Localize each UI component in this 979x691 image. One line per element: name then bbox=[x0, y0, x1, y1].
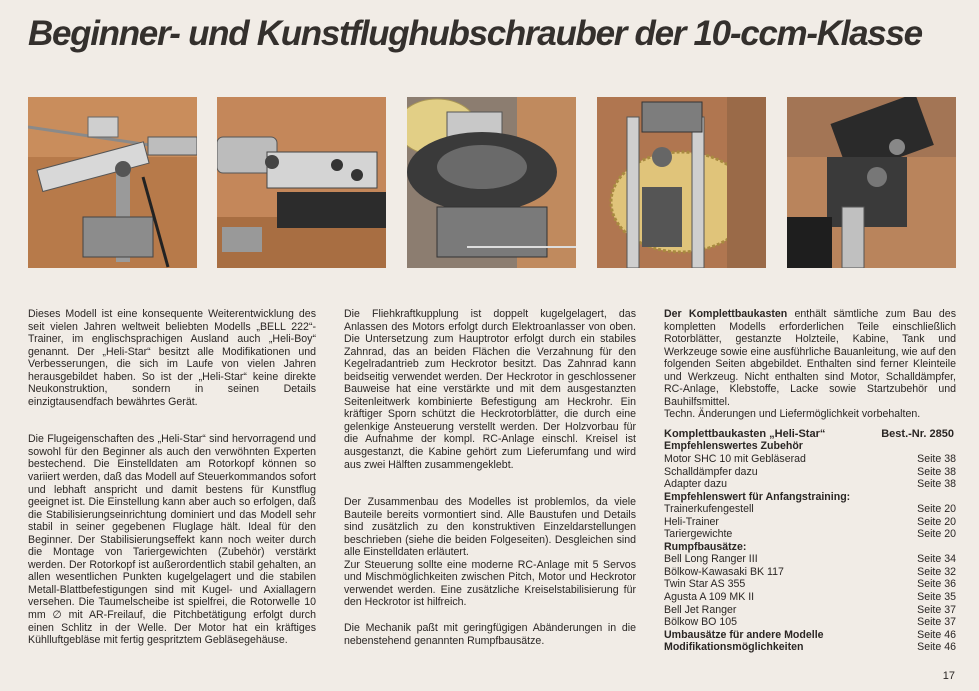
page-title: Beginner- und Kunstflughubschrauber der 10-ccm-Klasse bbox=[28, 14, 922, 53]
paragraph: Die Flugeigenschaften des „Heli-Star“ sind hervorragend und sowohl für den Beginner als auch den verwöhnten Experten bestechend. Die Einstelldaten am Rotorkopf können so variiert werden, daß das Modell auf Steuerkommandos sofort und lebhaft anspricht und damit bestens für Kunstflug geeignet ist. Die Einstellung kann aber auch so erfolgen, daß die Stabilisierungseinrichtung dominiert und das Modell sehr stabil in seiner gegebenen Fluglage hält. Ideal für den Beginner. Der Stabilisierungseffekt kann noch weiter durch die Montage von Tariergewichten (Zubehör) verstärkt werden. Der Rotorkopf ist außerordentlich stabil gehalten, an allen wesentlichen Punkten kugelgelagert und die stabilen Metall-Blattbefestigungen sind mit Kugel- und Axiallagern versehen. Die Taumelscheibe ist spielfrei, die Rotorwelle 10 mm ∅ mit AR-Freilauf, die Pitchbetätigung erfolgt durch einen Schlitz in der Welle. Der Motor hat ein kräftiges Kühlluftgebläse mit fertig gespritztem Gebläsegehäuse. bbox=[28, 433, 316, 647]
paragraph: Die Fliehkraftkupplung ist doppelt kugelgelagert, das Anlassen des Motors erfolgt durch Elektroanlasser von oben. Die Untersetzung zum Hauptrotor erfolgt durch ein stabiles Zahnrad, das an beiden Flächen die Verzahnung für den Kegelradantrieb zum Heckrotor besitzt. Das Zahnrad kann beidseitig verwendet werden. Der Heckrotor in geschlossener Bauweise hat eine verstärkte und mit dem ausgestanzten Seitenleitwerk kombinierte Befestigung am Heckrohr. Ein kräftiger Sporn schützt die Heckrotorblätter, die durch eine gelenkige Ansteuerung verstellt werden. Der Holzvorbau für die Aufnahme der kompl. RC-Anlage einschl. Kreisel ist ausgestanzt, die Kabine gehört zum Lieferumfang und wird aus zwei Hälften zusammengeklebt. bbox=[344, 308, 636, 471]
list-item: Motor SHC 10 mit Gebläserad Seite 38 bbox=[664, 453, 956, 466]
main-gear-clutch-photo bbox=[407, 97, 576, 268]
page-number: 17 bbox=[942, 670, 955, 682]
disclaimer: Techn. Änderungen und Liefermöglichkeit vorbehalten. bbox=[664, 408, 921, 421]
list-item: Agusta A 109 MK II Seite 35 bbox=[664, 591, 956, 604]
kit-intro: enthält sämtliche zum Bau des kompletten Modells erforderlichen Teile einschließlich Rotorblätter, gestanzte Holzteile, Kabine, Tank und Werkzeuge sowie eine ausführliche Bauanleitung, wie auf den folgenden Seiten abgebildet. Enthalten sind ferner Kleinteile und Werkzeug. Nicht enthalten sind Motor, Schalldämpfer, RC-Anlage, Klebstoffe, Lacke sowie Startzubehör und Bauhilfsmittel. bbox=[664, 308, 956, 408]
list-item: Twin Star AS 355 Seite 36 bbox=[664, 578, 956, 591]
kit-order-line bbox=[664, 428, 956, 441]
list-item: Bell Jet Ranger Seite 37 bbox=[664, 603, 956, 616]
rotor-blade-holder-photo bbox=[217, 97, 386, 268]
text-column-1 bbox=[28, 308, 316, 647]
kit-order-number: Best.-Nr. 2850 bbox=[881, 427, 954, 440]
section-heading: Rumpfbausätze: bbox=[664, 540, 747, 553]
kit-name: Komplettbaukasten „Heli-Star“ bbox=[664, 427, 826, 440]
list-item: Bölkow BO 105 Seite 37 bbox=[664, 616, 956, 629]
list-item: Schalldämpfer dazu Seite 38 bbox=[664, 465, 956, 478]
text-column-3 bbox=[664, 308, 956, 654]
section-heading: Empfehlenswert für Anfangstraining: bbox=[664, 490, 851, 503]
list-item: Umbausätze für andere Modelle Seite 46 bbox=[664, 628, 956, 641]
kit-description bbox=[664, 308, 956, 408]
paragraph: Die Mechanik paßt mit geringfügigen Abänderungen in die nebenstehend genannten Rumpfbausätze. bbox=[344, 622, 636, 647]
rotor-head-photo bbox=[28, 97, 197, 268]
paragraph: Dieses Modell ist eine konsequente Weiterentwicklung des seit vielen Jahren weltweit beliebten Modells „BELL 222“-Trainer, im englischsprachigen Ausland auch „Heli-Boy“ genannt. Der „Heli-Star“ besitzt alle Modifikationen und Verbesserungen, die sich im Laufe von vielen Jahren herausgebildet haben. So ist der „Heli-Star“ keine direkte Neukonstruktion, sondern in seinen Details einzigtausendfach bewährtes Gerät. bbox=[28, 308, 316, 408]
text-column-2 bbox=[344, 308, 636, 647]
list-item: Tariergewichte Seite 20 bbox=[664, 528, 956, 541]
list-item: Modifikationsmöglichkeiten Seite 46 bbox=[664, 641, 956, 654]
list-item: Adapter dazu Seite 38 bbox=[664, 478, 956, 491]
list-item: Bölkow-Kawasaki BK 117 Seite 32 bbox=[664, 565, 956, 578]
gear-mechanics-photo bbox=[597, 97, 766, 268]
kit-lead: Der Komplettbaukasten bbox=[664, 308, 788, 320]
section-heading: Empfehlenswertes Zubehör bbox=[664, 440, 803, 453]
list-item: Heli-Trainer Seite 20 bbox=[664, 515, 956, 528]
list-item: Bell Long Ranger III Seite 34 bbox=[664, 553, 956, 566]
list-item: Trainerkufengestell Seite 20 bbox=[664, 503, 956, 516]
paragraph: Zur Steuerung sollte eine moderne RC-Anlage mit 5 Servos und Mischmöglichkeiten zwischen Pitch, Motor und Heckrotor verwendet werden. Eine zusätzliche Kreiselstabilisierung für den Heckrotor ist hilfreich. bbox=[344, 558, 636, 609]
paragraph: Der Zusammenbau des Modelles ist problemlos, da viele Bauteile bereits vormontiert sind. Alle Baustufen und Details sind zusätzlich zu den konstruktiven Einzeldarstellungen beschrieben (siehe die beiden Folgeseiten). Desgleichen sind alle Einstelldaten erläutert. bbox=[344, 496, 636, 559]
tail-gearbox-photo bbox=[787, 97, 956, 268]
